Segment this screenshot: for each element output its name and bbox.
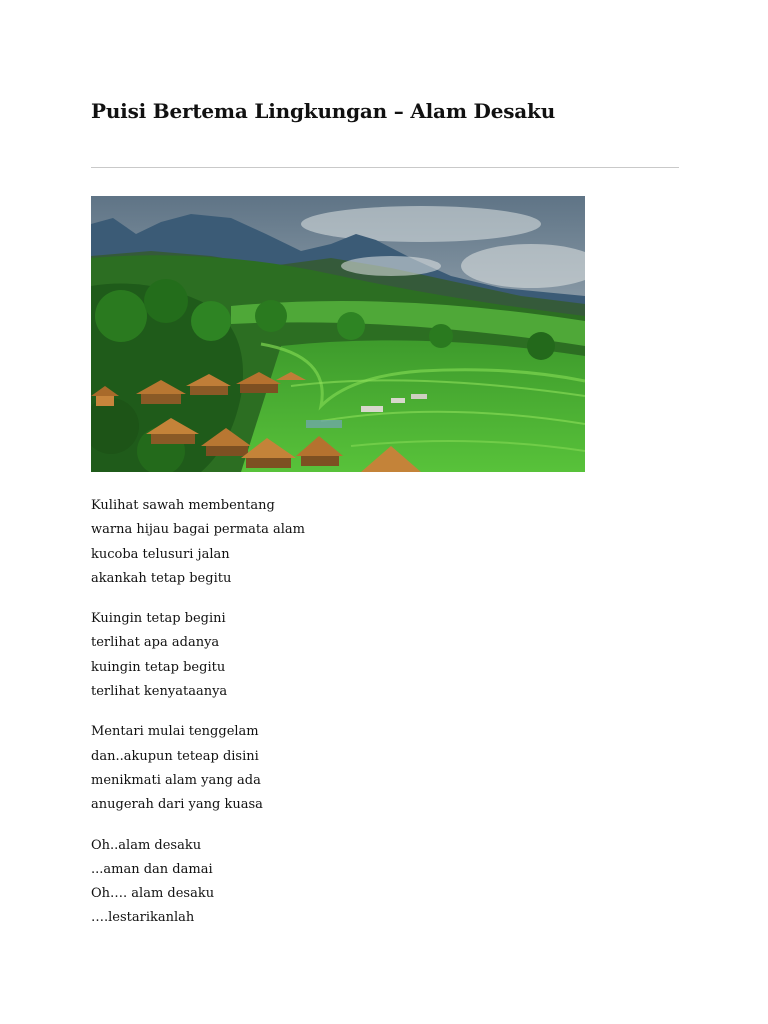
poem-line: Oh…. alam desaku (91, 886, 215, 902)
poem-line: terlihat apa adanya (91, 635, 220, 651)
poem-line: Oh..alam desaku (91, 837, 202, 853)
poem-line: ...aman dan damai (91, 861, 213, 877)
poem-line: terlihat kenyataanya (91, 684, 228, 700)
stanza (91, 834, 651, 931)
poem-line: dan..akupun teteap disini (91, 748, 259, 764)
poem-line: Kulihat sawah membentang (91, 498, 275, 513)
page-title: Puisi Bertema Lingkungan – Alam Desaku (91, 99, 556, 123)
poem-line: Mentari mulai tenggelam (91, 724, 259, 740)
poem-line: Kuingin tetap begini (91, 611, 226, 627)
stanza (91, 720, 651, 817)
poem-line: akankah tetap begitu (91, 570, 232, 586)
poem-line: anugerah dari yang kuasa (91, 797, 263, 813)
poem (91, 494, 651, 947)
poem-line: warna hijau bagai permata alam (91, 522, 305, 538)
stanza (91, 494, 651, 591)
poem-line: ….lestarikanlah (91, 910, 195, 926)
poem-line: menikmati alam yang ada (91, 772, 261, 788)
stanza (91, 607, 651, 704)
poem-line: kuingin tetap begitu (91, 659, 226, 675)
landscape-photo (91, 196, 585, 472)
horizontal-divider (91, 167, 679, 168)
poem-line: kucoba telusuri jalan (91, 546, 230, 562)
